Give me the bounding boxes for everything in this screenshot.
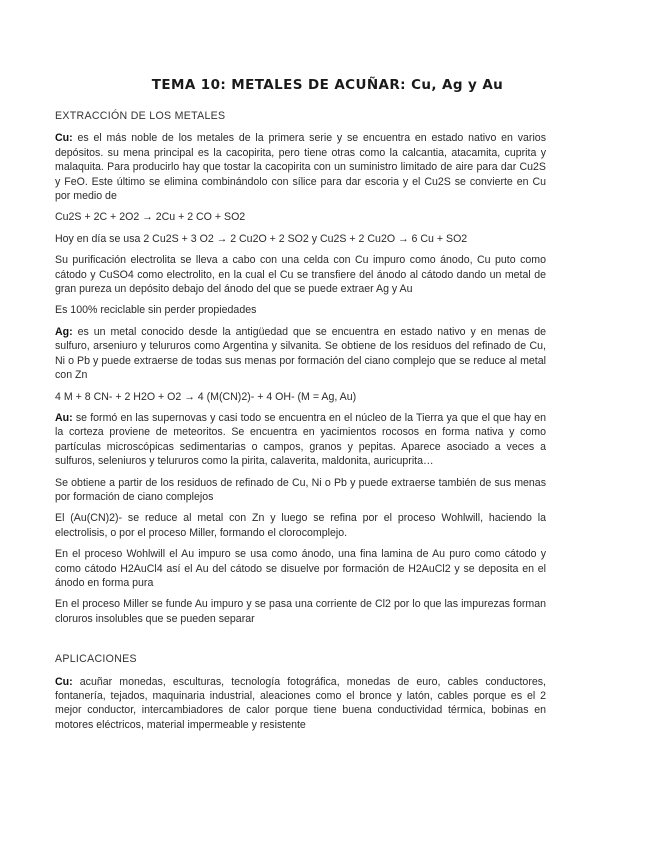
- cu-equation-1: Cu2S + 2C + 2O2 → 2Cu + 2 CO + SO2: [55, 211, 246, 224]
- au-paragraph: [55, 411, 546, 469]
- section-heading-extraction: EXTRACCIÓN DE LOS METALES: [55, 110, 226, 122]
- cu-equation-2: Hoy en día se usa 2 Cu2S + 3 O2 → 2 Cu2O + 2 SO2 y Cu2S + 2 Cu2O → 6 Cu + SO2: [55, 232, 468, 245]
- document-title: TEMA 10: METALES DE ACUÑAR: Cu, Ag y Au: [151, 77, 504, 93]
- cu-label: Cu:: [55, 132, 73, 145]
- ag-paragraph: [55, 325, 546, 383]
- au-paragraph-5: En el proceso Miller se funde Au impuro y se pasa una corriente de Cl2 por lo que las impurezas forman cloruros insolubles que se pueden separar: [55, 598, 546, 625]
- au-paragraph-2: Se obtiene a partir de los residuos de refinado de Cu, Ni o Pb y puede extraerse también de sus menas por formación de ciano complejos: [55, 476, 546, 503]
- document-body: [55, 109, 546, 739]
- au-paragraph-3: El (Au(CN)2)- se reduce al metal con Zn y luego se refina por el proceso Wohlwill, haciendo la electrolisis, o por el proceso Miller, formando el clorocomplejo.: [55, 512, 546, 539]
- cu-recycle-paragraph: Es 100% reciclable sin perder propiedades: [55, 304, 257, 317]
- apps-cu-text: acuñar monedas, esculturas, tecnología fotográfica, monedas de euro, cables conductores, fontanería, tejados, maquinaria industrial, aleaciones como el bronce y latón, cables porque es el 2 mejor conductor, intercambiadores de calor porque tiene buena conductividad térmica, bobinas en motores eléctricos, material impermeable y resistente: [55, 675, 546, 731]
- section-heading-applications: APLICACIONES: [55, 653, 137, 666]
- au-text: se formó en las supernovas y casi todo se encuentra en el núcleo de la Tierra ya que el que hay en la corteza proviene de meteoritos. Se encuentra en yacimientos rocosos en forma nativa y como partículas microscópicas sedimentarias o campos, granos y pepitas. Aparece asociado a veces a sulfuros, seleniuros y telururos como la pirita, calaverita, maldonita, auricuprita…: [55, 411, 546, 468]
- au-paragraph-4: En el proceso Wohlwill el Au impuro se usa como ánodo, una fina lamina de Au puro como cátodo y como cátodo H2AuCl4 así el Au del cátodo se disuelve por formación de H2AuCl2 y se deposita en el ánodo en forma pura: [55, 548, 546, 589]
- au-label: Au:: [55, 411, 73, 424]
- apps-cu-label: Cu:: [55, 675, 73, 688]
- ag-equation: 4 M + 8 CN- + 2 H2O + O2 → 4 (M(CN)2)- + 4 OH- (M = Ag, Au): [55, 390, 357, 403]
- ag-text: es un metal conocido desde la antigüedad que se encuentra en estado nativo y en menas de sulfuro, arseniuro y telururos como Argentina y silvanita. Se obtiene de los residuos del refinado de Cu, Ni o Pb y puede extraerse de todas sus menas por formación del ciano complejo que se reduce al metal con Zn: [55, 325, 546, 382]
- cu-text: es el más noble de los metales de la primera serie y se encuentra en estado nativo en varios depósitos. su mena principal es la cacopirita, pero tiene otras como la calcantia, atacamita, cuprita y malaquita. Para producirlo hay que tostar la cacopirita con un suministro limitado de aire para dar Cu2S y FeO. Este último se elimina combinándolo con sílice para dar escoria y el Cu2S se convierte en Cu por medio de: [55, 132, 546, 203]
- cu-paragraph: [55, 131, 546, 203]
- ag-label: Ag:: [55, 325, 73, 338]
- cu-purification-paragraph: Su purificación electrolita se lleva a cabo con una celda con Cu impuro como ánodo, Cu puto como cátodo y CuSO4 como electrolito, en la cual el Cu se transfiere del ánodo al cátodo dando un metal de gran pureza un depósito debajo del ánodo del que se puede extraer Ag y Au: [55, 254, 546, 296]
- apps-cu-paragraph: [55, 675, 546, 733]
